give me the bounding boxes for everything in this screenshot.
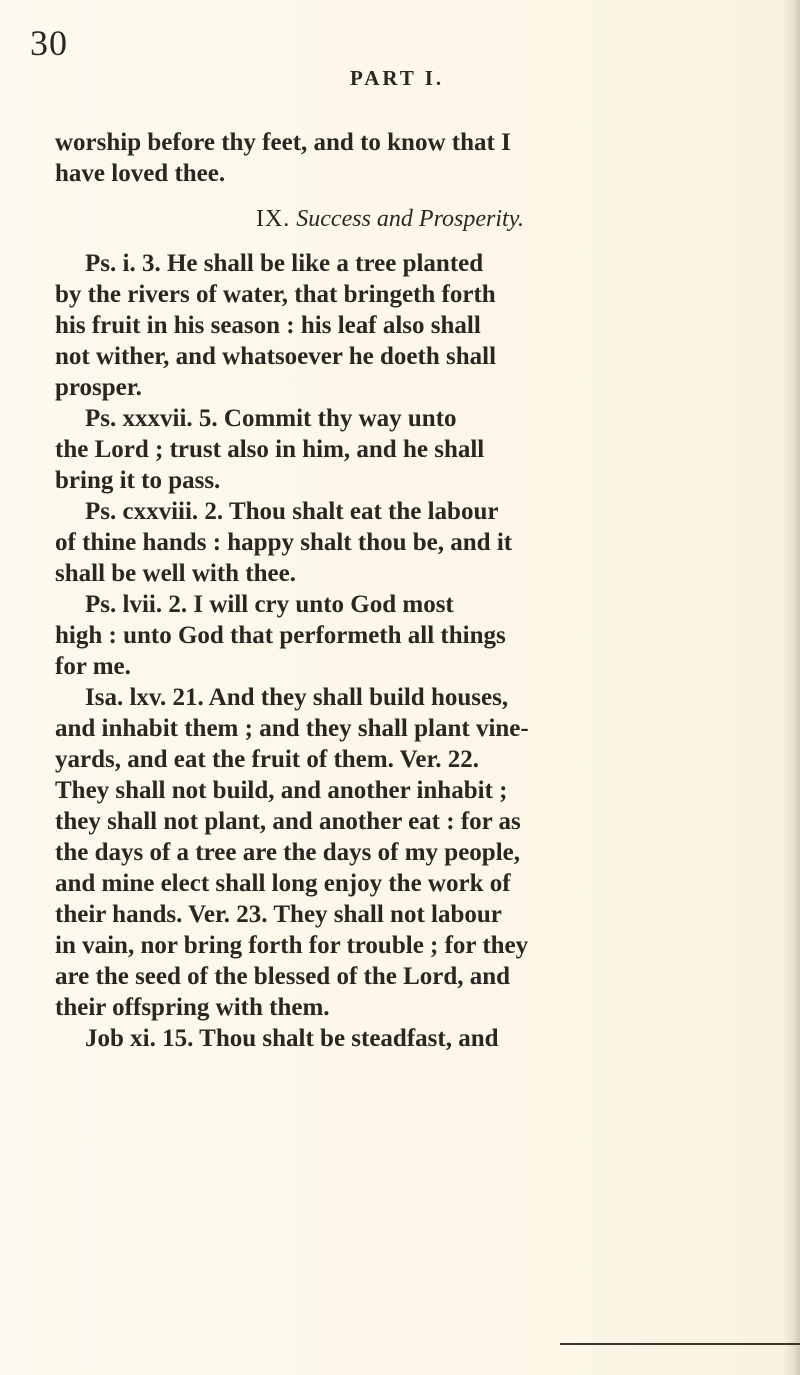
section-number: IX. — [255, 206, 291, 232]
text-line: bring it to pass. — [55, 467, 221, 494]
text-line: not wither, and whatsoever he doeth shall — [55, 343, 497, 370]
text-line: They shall not build, and another inhabit ; — [55, 777, 508, 804]
text-line: of thine hands : happy shalt thou be, and it — [55, 529, 513, 556]
text-line: for me. — [55, 653, 131, 680]
text-line: they shall not plant, and another eat : for as — [55, 808, 521, 835]
text-line: by the rivers of water, that bringeth forth — [55, 281, 496, 308]
page-edge-shadow — [782, 0, 800, 1375]
text-line: their offspring with them. — [55, 994, 330, 1021]
text-line: and mine elect shall long enjoy the work of — [55, 870, 511, 897]
running-head: PART I. — [350, 66, 445, 90]
text-line: Isa. lxv. 21. And they shall build houses, — [85, 684, 509, 711]
text-line: shall be well with thee. — [55, 560, 296, 587]
text-line: Ps. lvii. 2. I will cry unto God most — [85, 591, 454, 618]
text-line: Ps. xxxvii. 5. Commit thy way unto — [85, 405, 457, 432]
page-bottom-rule — [560, 1343, 800, 1345]
text-line: worship before thy feet, and to know that I — [55, 129, 511, 156]
section-heading — [55, 206, 725, 232]
text-line: prosper. — [55, 374, 142, 401]
text-line: their hands. Ver. 23. They shall not labour — [55, 901, 502, 928]
verse-list — [55, 248, 725, 1054]
text-line: Ps. i. 3. He shall be like a tree planted — [85, 250, 484, 277]
section-title: Success and Prosperity. — [296, 206, 525, 232]
text-line: yards, and eat the fruit of them. Ver. 22. — [55, 746, 480, 773]
text-line: are the seed of the blessed of the Lord, and — [55, 963, 511, 990]
page-body — [55, 127, 725, 1054]
text-line: in vain, nor bring forth for trouble ; for they — [55, 932, 529, 959]
text-line: the days of a tree are the days of my people, — [55, 839, 520, 866]
text-line: Ps. cxxviii. 2. Thou shalt eat the labour — [85, 498, 499, 525]
text-line: his fruit in his season : his leaf also shall — [55, 312, 481, 339]
text-line: have loved thee. — [55, 160, 226, 187]
page-number: 30 — [30, 23, 68, 63]
text-line: Job xi. 15. Thou shalt be steadfast, and — [85, 1025, 499, 1052]
text-line: and inhabit them ; and they shall plant vine- — [55, 715, 529, 742]
page-header — [30, 22, 770, 90]
text-line: the Lord ; trust also in him, and he shall — [55, 436, 485, 463]
text-line: high : unto God that performeth all things — [55, 622, 506, 649]
